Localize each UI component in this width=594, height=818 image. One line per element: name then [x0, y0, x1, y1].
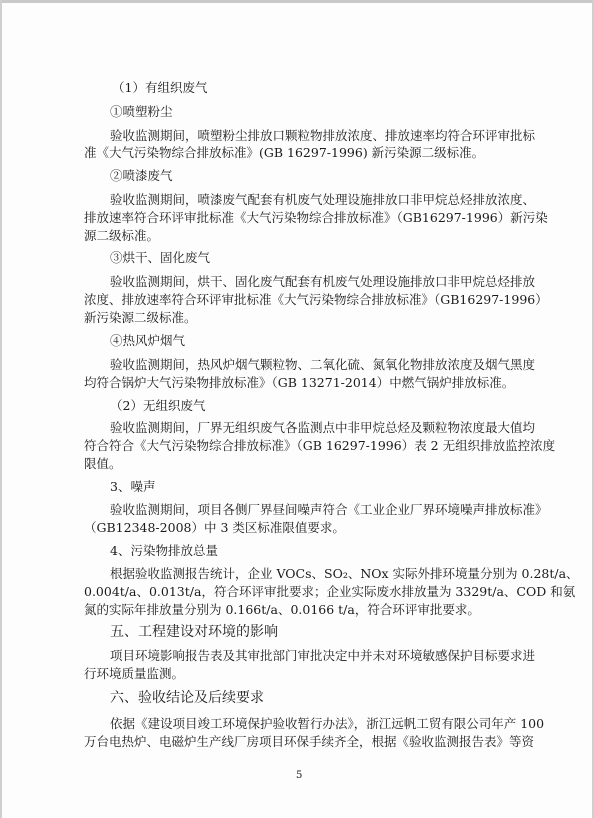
section-heading-five: 五、工程建设对环境的影响: [110, 624, 278, 640]
body-line: 根据验收监测报告统计，企业 VOCs、SO₂、NOx 实际外排环境量分别为 0.28t/a、: [110, 566, 579, 581]
subheading-spray-dust: ①喷塑粉尘: [110, 104, 173, 119]
heading-organized-waste-gas: （1）有组织废气: [112, 80, 208, 95]
subheading-hot-air-furnace: ④热风炉烟气: [110, 333, 186, 348]
heading-unorganized-waste-gas: （2）无组织废气: [110, 398, 206, 413]
body-line: 新污染源二级标准。: [84, 310, 197, 325]
heading-noise: 3、噪声: [110, 479, 156, 494]
heading-total-emissions: 4、污染物排放总量: [110, 543, 218, 558]
body-line: 浓度、排放速率符合环评审批标准《大气污染物综合排放标准》（GB16297-1996）: [84, 292, 548, 307]
page-edge-top: [0, 0, 594, 3]
body-line: 验收监测期间，喷漆废气配套有机废气处理设施排放口非甲烷总烃排放浓度、: [110, 192, 536, 207]
subheading-drying-gas: ③烘干、固化废气: [110, 250, 211, 265]
body-line: 项目环境影响报告表及其审批部门审批决定中并未对环境敏感保护目标要求进: [110, 648, 536, 663]
body-line: 限值。: [84, 456, 122, 471]
body-line: 万台电热炉、电磁炉生产线厂房项目环保手续齐全，根据《验收监测报告表》等资: [84, 734, 535, 749]
body-line: 验收监测期间，厂界无组织废气各监测点中非甲烷总烃及颗粒物浓度最大值均: [110, 420, 536, 435]
page-edge-left: [0, 0, 2, 818]
body-line: 准《大气污染物综合排放标准》(GB 16297-1996) 新污染源二级标准。: [84, 145, 485, 160]
body-line: 均符合锅炉大气污染物排放标准》（GB 13271-2014）中燃气锅炉排放标准。: [84, 375, 515, 390]
body-line: 排放速率符合环评审批标准《大气污染物综合排放标准》（GB16297-1996）新污染: [84, 210, 548, 225]
body-line: 0.004t/a、0.013t/a，符合环评审批要求；企业实际废水排放量为 3329t/a、COD 和氨: [84, 584, 576, 599]
page-number: 5: [296, 770, 303, 781]
body-line: 验收监测期间，烘干、固化废气配套有机废气处理设施排放口非甲烷总烃排放: [110, 274, 536, 289]
body-line: 验收监测期间，热风炉烟气颗粒物、二氧化硫、氮氧化物排放浓度及烟气黑度: [110, 357, 536, 372]
body-line: 行环境质量监测。: [84, 666, 185, 681]
body-line: 依据《建设项目竣工环境保护验收暂行办法》，浙江远帆工贸有限公司年产 100: [110, 716, 545, 731]
body-line: （GB12348-2008）中 3 类区标准限值要求。: [84, 520, 345, 535]
body-line: 氮的实际年排放量分别为 0.166t/a、0.0166 t/a，符合环评审批要求。: [84, 602, 480, 617]
subheading-paint-gas: ②喷漆废气: [110, 168, 173, 183]
body-line: 验收监测期间，项目各侧厂界昼间噪声符合《工业企业厂界环境噪声排放标准》: [110, 502, 548, 517]
body-line: 符合符合《大气污染物综合排放标准》（GB 16297-1996）表 2 无组织排放监控浓度: [84, 438, 556, 453]
body-line: 源二级标准。: [84, 228, 160, 243]
section-heading-six: 六、验收结论及后续要求: [110, 690, 264, 706]
body-line: 验收监测期间，喷塑粉尘排放口颗粒物排放浓度、排放速率均符合环评审批标: [110, 128, 536, 143]
